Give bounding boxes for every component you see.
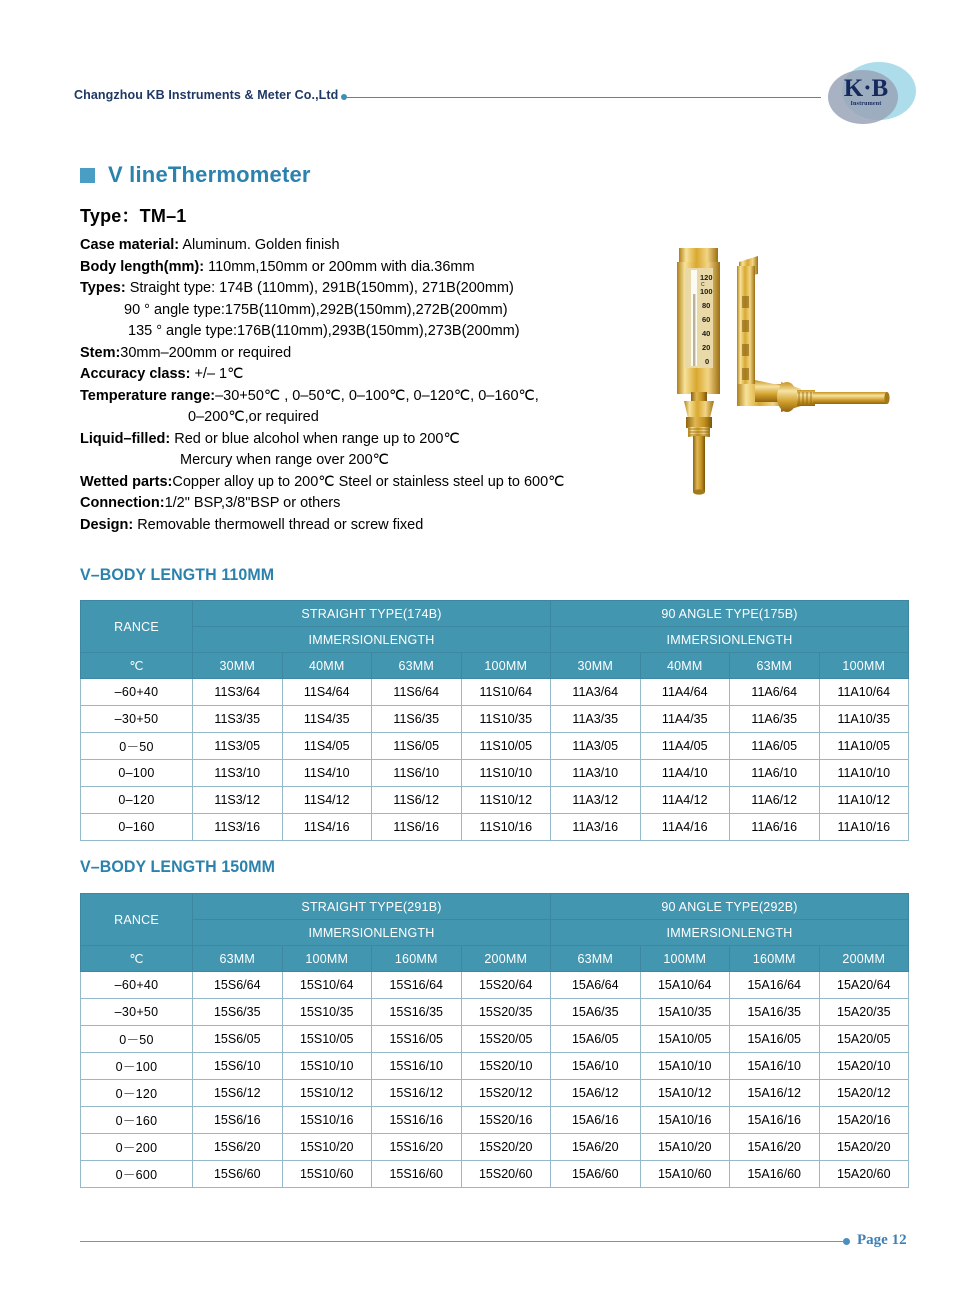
spec-value: Mercury when range over 200℃ [180,452,389,468]
part-number-cell: 15A20/35 [819,999,909,1026]
spec-value: 110mm,150mm or 200mm with dia.36mm [204,258,475,275]
part-number-cell: 11A6/12 [730,787,820,814]
part-number-cell: 11A3/12 [551,787,641,814]
part-number-cell: 11S3/05 [193,733,283,760]
spec-label: Liquid–filled: [80,430,171,447]
group-header-straight: STRAIGHT TYPE(291B) [193,894,551,920]
part-number-cell: 15A20/60 [819,1161,909,1188]
spec-value: 1/2" BSP,3/8"BSP or others [164,495,341,511]
spec-table-110mm [80,600,909,841]
part-number-cell: 11A10/12 [819,787,909,814]
part-number-cell: 15S10/64 [282,972,372,999]
part-number-cell: 15S10/16 [282,1107,372,1134]
thermometer-illustration [655,234,940,519]
part-number-cell: 11A4/16 [640,814,730,841]
table-head [81,601,909,679]
part-number-cell: 11S6/05 [372,733,462,760]
svg-text:60: 60 [702,315,711,324]
part-number-cell: 11A6/10 [730,760,820,787]
spec-value: 90 ° angle type:175B(110mm),292B(150mm),272B(200mm) [124,301,508,318]
table-header-row-1 [81,601,909,627]
specification-block [80,202,660,536]
part-number-cell: 15A6/20 [551,1134,641,1161]
part-number-cell: 11S6/16 [372,814,462,841]
part-number-cell: 11S3/12 [193,787,283,814]
part-number-cell: 11S3/64 [193,679,283,706]
part-number-cell: 15A16/05 [730,1026,820,1053]
part-number-cell: 15S20/10 [461,1053,551,1080]
part-number-cell: 11A10/35 [819,706,909,733]
part-number-cell: 15A6/05 [551,1026,641,1053]
spec-line [80,493,660,515]
svg-text:80: 80 [702,301,711,310]
part-number-cell: 15A10/05 [640,1026,730,1053]
svg-text:0: 0 [705,357,710,366]
square-bullet-icon [80,168,95,183]
spec-line [80,407,660,429]
size-header: 100MM [640,946,730,972]
size-header: 63MM [551,946,641,972]
spec-label: Body length(mm): [80,258,205,275]
range-header: RANCE [81,601,193,653]
table-header-row-3 [81,653,909,679]
part-number-cell: 11A10/05 [819,733,909,760]
table-header-row-2 [81,920,909,946]
size-header: 40MM [640,653,730,679]
range-cell: –60+40 [81,679,193,706]
spec-line [80,515,660,537]
table-header-row-1 [81,894,909,920]
page-footer [0,1232,960,1256]
size-header: 63MM [730,653,820,679]
part-number-cell: 11A4/64 [640,679,730,706]
page-header [0,75,960,148]
spec-line [80,300,660,322]
spec-label: Accuracy class: [80,366,191,382]
part-number-cell: 15S10/12 [282,1080,372,1107]
footer-bullet-dot-icon [843,1238,850,1245]
part-number-cell: 15S6/10 [193,1053,283,1080]
part-number-cell: 15S20/12 [461,1080,551,1107]
part-number-cell: 15S16/20 [372,1134,462,1161]
part-number-cell: 11S10/64 [461,679,551,706]
size-header: 200MM [819,946,909,972]
part-number-cell: 15S10/10 [282,1053,372,1080]
spec-label: Stem: [80,344,121,361]
size-header: 100MM [819,653,909,679]
spec-label: Design: [80,516,134,533]
table-row [81,999,909,1026]
subgroup-header-straight: IMMERSIONLENGTH [193,920,551,946]
logo-subtitle: Instrument [850,101,882,107]
part-number-cell: 15S6/12 [193,1080,283,1107]
part-number-cell: 11A3/05 [551,733,641,760]
spec-value: 30mm–200mm or required [120,344,292,361]
part-number-cell: 15S20/60 [461,1161,551,1188]
part-number-cell: 11A10/64 [819,679,909,706]
part-number-cell: 11A6/64 [730,679,820,706]
table-header-row-2 [81,627,909,653]
part-number-cell: 15A6/64 [551,972,641,999]
part-number-cell: 15A20/64 [819,972,909,999]
size-header: 100MM [461,653,551,679]
range-cell: –30+50 [81,706,193,733]
part-number-cell: 11A10/16 [819,814,909,841]
spec-line-list [80,235,660,536]
part-number-cell: 15A20/10 [819,1053,909,1080]
part-number-cell: 15S6/16 [193,1107,283,1134]
range-cell: 0－50 [81,733,193,760]
part-number-cell: 15S6/35 [193,999,283,1026]
part-number-cell: 11A4/12 [640,787,730,814]
part-number-cell: 11A6/35 [730,706,820,733]
part-number-cell: 15A10/35 [640,999,730,1026]
subgroup-header-straight: IMMERSIONLENGTH [193,627,551,653]
size-header: 40MM [282,653,372,679]
part-number-cell: 15A6/16 [551,1107,641,1134]
range-cell: 0–120 [81,787,193,814]
part-number-cell: 15A10/12 [640,1080,730,1107]
part-number-cell: 15S6/05 [193,1026,283,1053]
spec-label: Connection: [80,495,165,511]
range-cell: 0–100 [81,760,193,787]
table-row [81,1080,909,1107]
table-header-row-3 [81,946,909,972]
part-number-cell: 11S3/35 [193,706,283,733]
part-number-cell: 15S16/05 [372,1026,462,1053]
table-row [81,1134,909,1161]
part-number-cell: 15A16/20 [730,1134,820,1161]
table-row [81,679,909,706]
spec-value: Aluminum. Golden finish [179,237,340,253]
table-row [81,733,909,760]
spec-label: Types: [80,280,126,296]
range-cell: –30+50 [81,999,193,1026]
part-number-cell: 15S16/35 [372,999,462,1026]
spec-label: Temperature range: [80,387,216,404]
part-number-cell: 15A6/35 [551,999,641,1026]
part-number-cell: 11A3/35 [551,706,641,733]
part-number-cell: 15A16/35 [730,999,820,1026]
part-number-cell: 15A6/10 [551,1053,641,1080]
part-number-cell: 11S4/35 [282,706,372,733]
part-number-cell: 15S20/35 [461,999,551,1026]
spec-value: 135 ° angle type:176B(110mm),293B(150mm),273B(200mm) [128,323,520,339]
spec-line [80,429,660,451]
part-number-cell: 15S10/20 [282,1134,372,1161]
spec-line [80,235,660,257]
table-row [81,814,909,841]
range-cell: 0－600 [81,1161,193,1188]
unit-header: ℃ [81,946,193,972]
spec-line [80,321,660,343]
part-number-cell: 15A16/16 [730,1107,820,1134]
spec-value: Red or blue alcohol when range up to 200℃ [170,430,460,447]
size-header: 30MM [551,653,641,679]
part-number-cell: 11S10/12 [461,787,551,814]
subgroup-header-angle: IMMERSIONLENGTH [551,920,909,946]
part-number-cell: 15A10/20 [640,1134,730,1161]
company-logo [826,60,922,134]
company-name: Changzhou KB Instruments & Meter Co.,Ltd [74,88,339,102]
part-number-cell: 15S16/16 [372,1107,462,1134]
size-header: 63MM [372,653,462,679]
table-row [81,972,909,999]
spec-table-150mm [80,893,909,1188]
size-header: 200MM [461,946,551,972]
table-row [81,1053,909,1080]
unit-header: ℃ [81,653,193,679]
group-header-straight: STRAIGHT TYPE(174B) [193,601,551,627]
part-number-cell: 15S10/05 [282,1026,372,1053]
spec-label: Case material: [80,237,180,253]
spec-line [80,364,660,386]
part-number-cell: 11S6/10 [372,760,462,787]
part-number-cell: 11S6/35 [372,706,462,733]
table-row [81,1161,909,1188]
part-number-cell: 15A20/12 [819,1080,909,1107]
part-number-cell: 11S10/35 [461,706,551,733]
range-cell: 0－160 [81,1107,193,1134]
spec-value: 0–200℃,or required [188,409,319,425]
spec-value: +/– 1℃ [190,366,244,382]
part-number-cell: 11S3/16 [193,814,283,841]
table-body [81,679,909,841]
part-number-cell: 15S16/10 [372,1053,462,1080]
size-header: 160MM [372,946,462,972]
spec-line [80,386,660,408]
part-number-cell: 15A10/64 [640,972,730,999]
part-number-cell: 15A10/16 [640,1107,730,1134]
table-row [81,760,909,787]
spec-line [80,450,660,472]
part-number-cell: 11A4/35 [640,706,730,733]
part-number-cell: 15S20/05 [461,1026,551,1053]
part-number-cell: 15S6/64 [193,972,283,999]
part-number-cell: 11A4/05 [640,733,730,760]
part-number-cell: 15A6/12 [551,1080,641,1107]
page-title [80,162,311,188]
spec-value: Copper alloy up to 200℃ Steel or stainless steel up to 600℃ [172,473,565,490]
part-number-cell: 11S6/12 [372,787,462,814]
part-number-cell: 15A16/64 [730,972,820,999]
svg-text:100: 100 [700,287,713,296]
page-title-text: V lineThermometer [108,162,311,187]
part-number-cell: 11A4/10 [640,760,730,787]
part-number-cell: 15S6/20 [193,1134,283,1161]
part-number-cell: 15S20/20 [461,1134,551,1161]
part-number-cell: 11A10/10 [819,760,909,787]
part-number-cell: 15S16/64 [372,972,462,999]
product-photo [655,234,940,519]
spec-line [80,472,660,494]
part-number-cell: 15S10/35 [282,999,372,1026]
table-row [81,1026,909,1053]
subgroup-header-angle: IMMERSIONLENGTH [551,627,909,653]
page-number: Page 12 [857,1232,907,1248]
spec-line [80,343,660,365]
size-header: 100MM [282,946,372,972]
part-number-cell: 11S4/64 [282,679,372,706]
part-number-cell: 11A3/10 [551,760,641,787]
part-number-cell: 11S4/12 [282,787,372,814]
part-number-cell: 15A10/60 [640,1161,730,1188]
table-head [81,894,909,972]
size-header: 30MM [193,653,283,679]
svg-text:C: C [701,282,705,288]
part-number-cell: 15S16/60 [372,1161,462,1188]
logo-initials: K·B [843,75,889,102]
part-number-cell: 11S10/10 [461,760,551,787]
part-number-cell: 11A3/16 [551,814,641,841]
table-body [81,972,909,1188]
part-number-cell: 15A10/10 [640,1053,730,1080]
range-cell: 0–160 [81,814,193,841]
part-number-cell: 15A20/05 [819,1026,909,1053]
range-cell: 0－200 [81,1134,193,1161]
group-header-angle: 90 ANGLE TYPE(175B) [551,601,909,627]
part-number-cell: 11A6/16 [730,814,820,841]
part-number-cell: 11S4/10 [282,760,372,787]
part-number-cell: 11S6/64 [372,679,462,706]
part-number-cell: 15S20/64 [461,972,551,999]
table-row [81,706,909,733]
part-number-cell: 11S10/16 [461,814,551,841]
range-cell: –60+40 [81,972,193,999]
size-header: 63MM [193,946,283,972]
section-heading-110mm: V–BODY LENGTH 110MM [80,565,275,584]
part-number-cell: 15S16/12 [372,1080,462,1107]
svg-text:40: 40 [702,329,711,338]
part-number-cell: 15A20/16 [819,1107,909,1134]
part-number-cell: 15S6/60 [193,1161,283,1188]
part-number-cell: 15A20/20 [819,1134,909,1161]
size-header: 160MM [730,946,820,972]
part-number-cell: 11S10/05 [461,733,551,760]
spec-line [80,257,660,279]
part-number-cell: 11A6/05 [730,733,820,760]
spec-type-line: Type：TM–1 [80,206,187,226]
section-heading-150mm: V–BODY LENGTH 150MM [80,857,276,876]
part-number-cell: 11S4/16 [282,814,372,841]
part-number-cell: 15A6/60 [551,1161,641,1188]
part-number-cell: 15S10/60 [282,1161,372,1188]
group-header-angle: 90 ANGLE TYPE(292B) [551,894,909,920]
table-row [81,1107,909,1134]
spec-line [80,278,660,300]
footer-divider-line [80,1241,843,1242]
range-cell: 0－120 [81,1080,193,1107]
svg-text:120: 120 [700,273,713,282]
range-header: RANCE [81,894,193,946]
table-row [81,787,909,814]
part-number-cell: 11S4/05 [282,733,372,760]
part-number-cell: 15A16/60 [730,1161,820,1188]
part-number-cell: 15S20/16 [461,1107,551,1134]
spec-value: Straight type: 174B (110mm), 291B(150mm), 271B(200mm) [125,280,514,296]
spec-label: Wetted parts: [80,473,173,490]
part-number-cell: 15A16/12 [730,1080,820,1107]
range-cell: 0－100 [81,1053,193,1080]
header-divider-line [347,97,821,98]
part-number-cell: 11A3/64 [551,679,641,706]
svg-text:20: 20 [702,343,711,352]
spec-value: –30+50℃ , 0–50℃, 0–100℃, 0–120℃, 0–160℃, [215,387,539,404]
range-cell: 0－50 [81,1026,193,1053]
spec-value: Removable thermowell thread or screw fixed [133,516,424,533]
part-number-cell: 11S3/10 [193,760,283,787]
part-number-cell: 15A16/10 [730,1053,820,1080]
